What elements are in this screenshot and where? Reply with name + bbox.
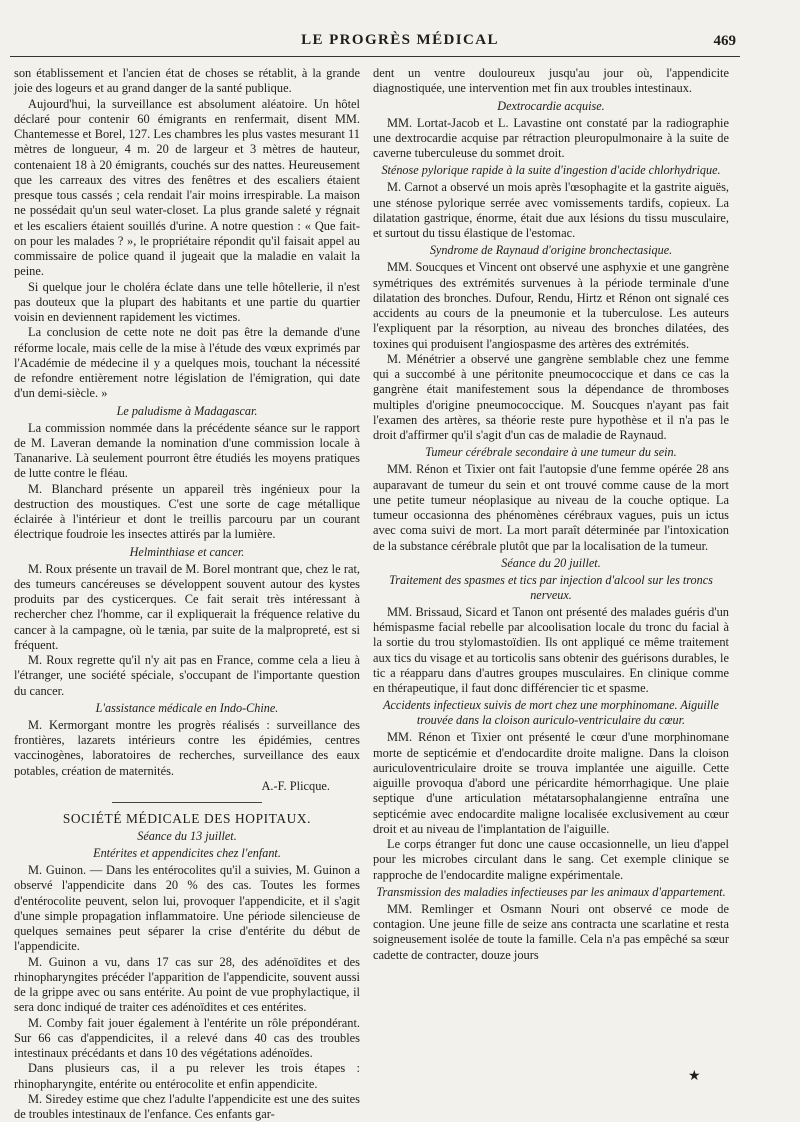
paragraph: dent un ventre douloureux jusqu'au jour où, l'appendicite diagnostiquée, une intervention met fin aux troubles intestinaux. xyxy=(373,66,729,96)
paragraph: Dans plusieurs cas, il a pu relever les trois étapes : rhinopharyngite, entérite ou entérocolite et enfin appendicite. xyxy=(14,1061,360,1091)
section-heading: Syndrome de Raynaud d'origine bronchectasique. xyxy=(429,243,673,258)
paragraph: M. Siredey estime que chez l'adulte l'appendicite est une des suites de troubles intestinaux de l'enfance. Ces enfants gar- xyxy=(14,1091,360,1121)
paragraph: M. Guinon a vu, dans 17 cas sur 28, des adénoïdites et des rhinopharyngites précéder l'apparition de l'appendicite, souvent aussi de la grippe avec ou sans entérite. Au point de vue prophylactique, il sera donc indiqué de traiter ces adénoïdites et ces entérites. xyxy=(14,954,360,1015)
author-signature: A.-F. Plicque. xyxy=(261,778,330,793)
paragraph: MM. Soucques et Vincent ont observé une asphyxie et une gangrène symétriques des extrémités survenues à la période terminale d'une dilatation des bronches. Dufour, Rendu, Hirtz et Rénon ont signalé ces accidents au cours de la pneumonie et la tuberculose. Les auteurs l'expliquent par la résorption, au niveau des bronches dilatées, des toxines qui produisent l'angiospasme des artères des extrémités. xyxy=(373,260,729,351)
paragraph: Le corps étranger fut donc une cause occasionnelle, un lieu d'appel pour les microbes circulant dans le sang. Cet exemple clinique se rapproche de l'endocardite maligne expérimentale. xyxy=(373,837,729,882)
paragraph: MM. Lortat-Jacob et L. Lavastine ont constaté par la radiographie une dextrocardie acquise par rétraction pleuropulmonaire à la suite de caverne tuberculeuse du sommet droit. xyxy=(373,115,729,160)
section-heading: Helminthiase et cancer. xyxy=(129,544,245,559)
session-date: Séance du 13 juillet. xyxy=(137,829,237,843)
paragraph: son établissement et l'ancien état de choses se rétablit, à la grande joie des logeurs et au grand danger de la santé publique. xyxy=(14,66,360,96)
section-heading: Accidents infectieux suivis de mort chez une morphinomane. Aiguille trouvée dans la cloison auriculo-ventriculaire du cœur. xyxy=(383,698,719,728)
paragraph: M. Guinon. — Dans les entérocolites qu'il a suivies, M. Guinon a observé l'appendicite dans 20 % des cas. Toutes les formes d'entérocolite peuvent, selon lui, provoquer l'appendicite, et il s'agit d'une simple propagation inflammatoire. Une période silencieuse de quelques semaines peut séparer la crise d'entérite du début de l'appendicite. xyxy=(14,863,360,954)
paragraph: MM. Remlinger et Osmann Nouri ont observé ce mode de contagion. Une jeune fille de seize ans contracta une scarlatine et resta soigneusement isolée de toute la famille. Cela n'a pas empêché sa sœur cadette de contracter, douze jours xyxy=(373,901,729,962)
page-number: 469 xyxy=(713,33,736,49)
section-heading: Le paludisme à Madagascar. xyxy=(116,403,258,418)
section-separator xyxy=(112,802,262,803)
right-column xyxy=(373,66,729,963)
journal-title: LE PROGRÈS MÉDICAL xyxy=(301,32,499,48)
paragraph: M. Ménétrier a observé une gangrène semblable chez une femme qui a succombé à une péritonite pneumococcique et dans ce cas la gangrène était manifestement sous la dépendance de thromboses multiples d'origine pneumococcique. M. Soucques n'ayant pas fait l'examen des artères, sa théorie reste pure hypothèse et il n'a pas le droit d'affirmer qu'il s'agit d'un cas de maladie de Raynaud. xyxy=(373,351,729,442)
section-heading: L'assistance médicale en Indo-Chine. xyxy=(95,700,279,715)
section-heading: Dextrocardie acquise. xyxy=(497,98,605,113)
paragraph: La commission nommée dans la précédente séance sur le rapport de M. Laveran demande la nomination d'une commission locale à Tananarive. Là seulement pourront être étudiés les moyens pratiques de lutte contre le fléau. xyxy=(14,420,360,481)
paragraph: M. Carnot a observé un mois après l'œsophagite et la gastrite aiguës, une sténose pylorique serrée avec vomissements tardifs, copieux. La dilatation gastrique, énorme, était due aux lésions du tissu musculaire, et surtout du tissu élastique de l'estomac. xyxy=(373,180,729,240)
society-heading: SOCIÉTÉ MÉDICALE DES HOPITAUX. xyxy=(62,811,312,826)
paragraph: MM. Brissaud, Sicard et Tanon ont présenté des malades guéris d'un hémispasme facial rebelle par alcoolisation locale du tronc du facial à la sortie du trou stylomastoïdien. Ils ont appliqué ce même traitement aux tics du visage et au torticolis sans obtenir des guérisons durables, le tic a réapparu dans d'autres groupes musculaires. En clinique comme en thérapeutique, il faut donc différencier tic et spasme. xyxy=(373,604,729,695)
header-rule xyxy=(10,56,740,57)
section-heading: Traitement des spasmes et tics par injection d'alcool sur les troncs nerveux. xyxy=(389,572,713,602)
paragraph: MM. Rénon et Tixier ont présenté le cœur d'une morphinomane morte de septicémie et d'endocardite droite maligne. Dans la cloison auriculoventriculaire droite se trouva implantée une aiguille. Cette aiguille provoqua d'abord une péricardite hémorrhagique. Une plaie septique d'une articulation métatarsophalangienne entraîna une septicémie avec endocardite maligne localisée exclusivement au cœur droit et au niveau de l'implantation de l'aiguille. xyxy=(373,730,729,836)
section-heading: Tumeur cérébrale secondaire à une tumeur du sein. xyxy=(425,445,677,460)
paragraph: M. Roux regrette qu'il n'y ait pas en France, comme cela a lieu à l'étranger, une société spéciale, s'occupant de l'importante question du cancer. xyxy=(14,653,360,698)
section-heading: Sténose pylorique rapide à la suite d'ingestion d'acide chlorhydrique. xyxy=(381,163,721,178)
paragraph: M. Comby fait jouer également à l'entérite un rôle prépondérant. Sur 66 cas d'appendicites, il a relevé dans 40 cas des troubles intestinaux précédants et dans 10 des végétations adénoïdes. xyxy=(14,1015,360,1060)
left-column xyxy=(14,66,360,1122)
paragraph: Si quelque jour le choléra éclate dans une telle hôtellerie, il n'est pas douteux que la plupart des habitants et une partie du quartier voisin en deviennent rapidement les victimes. xyxy=(14,279,360,324)
paragraph: M. Kermorgant montre les progrès réalisés : surveillance des frontières, lazarets intérieurs contre les épidémies, centres vaccinogènes, laboratoires de recherches, surveillance des eaux potables, création de maternités. xyxy=(14,717,360,778)
section-heading: Entérites et appendicites chez l'enfant. xyxy=(93,846,281,860)
paragraph: Aujourd'hui, la surveillance est absolument aléatoire. Un hôtel déclaré pour contenir 60 émigrants en renfermait, disent MM. Chantemesse et Borel, 127. Les chambres les plus vastes mesurant 11 mètres de longueur, 4 m. 20 de largeur et 3 mètres de hauteur, contenaient 18 à 20 émigrants, couchés sur des nattes. Heureusement que les carreaux des vitres des fenêtres et des escaliers étaient presque tous cassés ; cela rendait l'air moins irrespirable. La maison ne possédait qu'un seul water-closet. La plus grande saleté y régnait et les escaliers étaient souillés d'urine. A notre question : « Que fait-on pour les malades ? », le propriétaire répondit qu'il faisait appel au commissaire de police quand il jugeait que la maladie en valait la peine. xyxy=(14,96,360,279)
star-ornament: ★ xyxy=(688,1069,701,1084)
paragraph: M. Roux présente un travail de M. Borel montrant que, chez le rat, des tumeurs cancéreuses se développent souvent autour des kystes produits par des cysticerques. Ce fait serait très intéressant à rechercher chez l'homme, car il expliquerait la fréquence relative du cancer à la campagne, où le tænia, par suite de la malpropreté, est si fréquent. xyxy=(14,561,360,652)
session-date: Séance du 20 juillet. xyxy=(501,555,601,570)
paragraph: La conclusion de cette note ne doit pas être la demande d'une réforme locale, mais celle de la mise à l'étude des vœux exprimés par l'Académie de médecine il y a quelques mois, touchant la nécessité de refondre entièrement notre législation de l'émigration, qui date d'un demi-siècle. » xyxy=(14,325,360,401)
section-heading: Transmission des maladies infectieuses par les animaux d'appartement. xyxy=(376,884,726,899)
running-header xyxy=(0,30,800,54)
paragraph: MM. Rénon et Tixier ont fait l'autopsie d'une femme opérée 28 ans auparavant de tumeur du sein et ont trouvé comme cause de la mort une petite tumeur néoplasique au niveau de la couche optique. La tumeur occasionna des phénomènes cérébraux vagues, puis un ictus avec coma suivi de mort. La mort paraît déterminée par l'intoxication de la substance cérébrale plutôt que par la localisation de la tumeur. xyxy=(373,462,729,553)
paragraph: M. Blanchard présente un appareil très ingénieux pour la destruction des moustiques. C'est une sorte de cage métallique éclairée à l'intérieur et dont le treillis parcouru par un courant électrique foudroie les insectes attirés par la lumière. xyxy=(14,481,360,542)
